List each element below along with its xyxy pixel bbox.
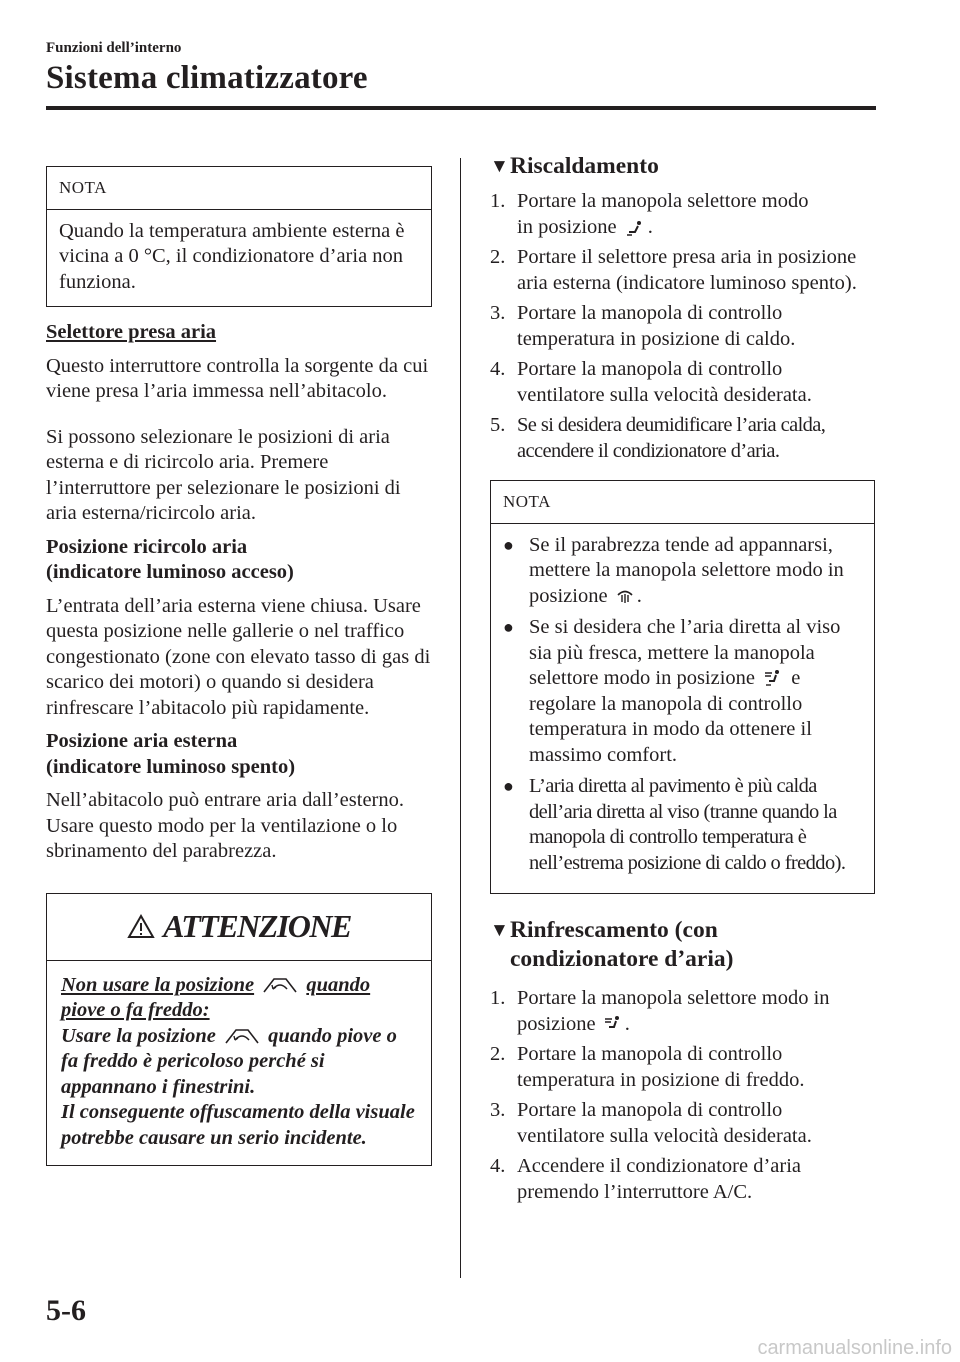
- heating-heading: [490, 152, 875, 181]
- note-text: Quando la temperatura ambiente esterna è vicina a 0 °C, il condizionatore d’aria non funziona.: [59, 219, 405, 293]
- list-item: [490, 301, 875, 352]
- triangle-bullet-icon: ▼: [490, 920, 509, 941]
- step-number: 5.: [490, 414, 506, 436]
- cooling-heading-line2: condizionatore d’aria): [510, 946, 734, 972]
- step-text-c: .: [647, 215, 653, 238]
- warning-text-3: Il conseguente offuscamento della visuale potrebbe causare un serio incidente.: [61, 1101, 415, 1149]
- title-rule: [46, 106, 876, 110]
- warning-body: [47, 961, 431, 1166]
- step-number: 3.: [490, 1099, 506, 1121]
- step-number: 1.: [490, 987, 506, 1009]
- warning-triangle-icon: [127, 914, 155, 939]
- step-text: Portare la manopola di controllo ventilatore sulla velocità desiderata.: [517, 358, 812, 406]
- warning-header: [47, 894, 431, 961]
- list-item: [503, 533, 862, 610]
- heating-heading-text: Riscaldamento: [510, 153, 659, 179]
- floor-mode-icon: [625, 220, 645, 236]
- note-label: NOTA: [491, 481, 874, 524]
- defrost-mode-icon: [616, 587, 634, 605]
- step-text: Accendere il condizionatore d’aria premendo l’interruttore A/C.: [517, 1155, 801, 1203]
- recirc-heading-line1: Posizione ricircolo aria: [46, 535, 248, 558]
- page-number: 5-6: [46, 1294, 86, 1327]
- step-number: 3.: [490, 302, 506, 324]
- outside-heading-line1: Posizione aria esterna: [46, 730, 238, 752]
- list-item: [490, 357, 875, 408]
- note-body: [491, 524, 874, 894]
- note-bullets: [503, 533, 862, 877]
- step-text-c: .: [624, 1012, 630, 1035]
- list-item: [490, 986, 875, 1037]
- note-box: [46, 166, 432, 307]
- list-item: [490, 1154, 875, 1205]
- bullet-icon: ●: [503, 617, 514, 637]
- step-text: [517, 189, 808, 240]
- list-item: [490, 1042, 875, 1093]
- warning-box: [46, 893, 432, 1167]
- step-number: 2.: [490, 246, 506, 268]
- step-text-a: Portare la manopola selettore modo in posizione: [517, 987, 830, 1035]
- list-item: [490, 1098, 875, 1149]
- step-number: 1.: [490, 190, 506, 212]
- intake-paragraph-2: Si possono selezionare le posizioni di aria esterna e di ricircolo aria. Premere l’interruttore per selezionare le posizioni di aria esterna/ricircolo aria.: [46, 425, 401, 524]
- note-label: NOTA: [47, 167, 431, 210]
- list-item: [490, 189, 875, 240]
- list-item: [503, 774, 862, 876]
- step-text: Portare la manopola di controllo ventilatore sulla velocità desiderata.: [517, 1099, 812, 1147]
- left-column: [46, 166, 432, 1166]
- step-number: 2.: [490, 1043, 506, 1065]
- intake-paragraph: Questo interruttore controlla la sorgente da cui viene presa l’aria immessa nell’abitacolo.: [46, 354, 429, 402]
- step-number: 4.: [490, 1155, 506, 1177]
- recirculation-icon: [262, 976, 298, 994]
- outside-heading: [46, 729, 432, 780]
- cooling-steps: [490, 986, 875, 1205]
- outside-text: Nell’abitacolo può entrare aria dall’esterno. Usare questo modo per la ventilazione o lo sbrinamento del parabrezza.: [46, 789, 405, 862]
- note-box-2: [490, 480, 875, 894]
- bullet-text: [529, 615, 862, 768]
- recirc-heading-line2: (indicatore luminoso acceso): [46, 561, 294, 583]
- bullet-text: [529, 533, 862, 610]
- bullet-text-b: e regolare la manopola di controllo temperatura in modo da ottenere il massimo comfort.: [529, 667, 812, 766]
- vent-mode-icon: [604, 1015, 622, 1033]
- step-text-a: Portare la manopola selettore modo: [517, 190, 809, 212]
- cooling-heading-text: [510, 916, 733, 974]
- bi-level-mode-icon: [763, 669, 783, 687]
- column-divider: [460, 158, 461, 1278]
- warning-text-2: quando piove o fa freddo è pericoloso perché si appannano i finestrini.: [61, 1024, 397, 1098]
- step-number: 4.: [490, 358, 506, 380]
- list-item: [490, 245, 875, 296]
- step-text-b: in posizione: [517, 215, 617, 238]
- triangle-bullet-icon: ▼: [490, 156, 509, 177]
- warning-lead-3: piove o fa freddo:: [61, 999, 210, 1021]
- recirculation-icon: [224, 1027, 260, 1045]
- intake-heading: Selettore presa aria: [46, 321, 217, 343]
- bullet-text-a: Se il parabrezza tende ad appannarsi, mettere la manopola selettore modo in posizione: [529, 533, 844, 607]
- warning-lead-1: Non usare la posizione: [61, 973, 255, 996]
- warning-lead-2: quando: [306, 973, 371, 996]
- list-item: [490, 413, 875, 464]
- bullet-text-a: Se si desidera che l’aria diretta al viso sia più fresca, mettere la manopola selettore modo in posizione: [529, 616, 841, 689]
- warning-text-1: Usare la posizione: [61, 1024, 216, 1047]
- step-text: Se si desidera deumidificare l’aria calda, accendere il condizionatore d’aria.: [517, 414, 826, 462]
- page-title: Sistema climatizzatore: [46, 60, 368, 96]
- cooling-heading-line1: Rinfrescamento (con: [510, 917, 718, 943]
- section-label: Funzioni dell’interno: [46, 40, 182, 56]
- bullet-text: L’aria diretta al pavimento è più calda dell’aria diretta al viso (tranne quando la manopola di controllo temperatura è nell’estrema posizione di caldo o freddo).: [529, 775, 846, 874]
- bullet-icon: ●: [503, 534, 514, 555]
- recirc-heading: [46, 535, 432, 586]
- bullet-text-b: .: [636, 584, 642, 607]
- warning-title: ATTENZIONE: [163, 907, 351, 944]
- step-text: Portare la manopola di controllo temperatura in posizione di freddo.: [517, 1043, 805, 1091]
- heating-steps: [490, 189, 875, 464]
- recirc-text: L’entrata dell’aria esterna viene chiusa. Usare questa posizione nelle gallerie o nel traffico congestionato (zone con elevato tasso di gas di scarico dei motori) o quando si desidera rinfrescare l’abitacolo più rapidamente.: [46, 594, 431, 719]
- watermark: carmanualsonline.info: [757, 1337, 952, 1359]
- list-item: [503, 615, 862, 768]
- step-text: Portare la manopola di controllo temperatura in posizione di caldo.: [517, 302, 796, 350]
- cooling-heading: [490, 916, 875, 974]
- outside-heading-line2: (indicatore luminoso spento): [46, 755, 296, 778]
- bullet-icon: ●: [503, 776, 514, 796]
- step-text: Portare il selettore presa aria in posizione aria esterna (indicatore luminoso spento).: [517, 246, 857, 294]
- step-text: [517, 986, 875, 1037]
- right-column: [490, 152, 875, 1210]
